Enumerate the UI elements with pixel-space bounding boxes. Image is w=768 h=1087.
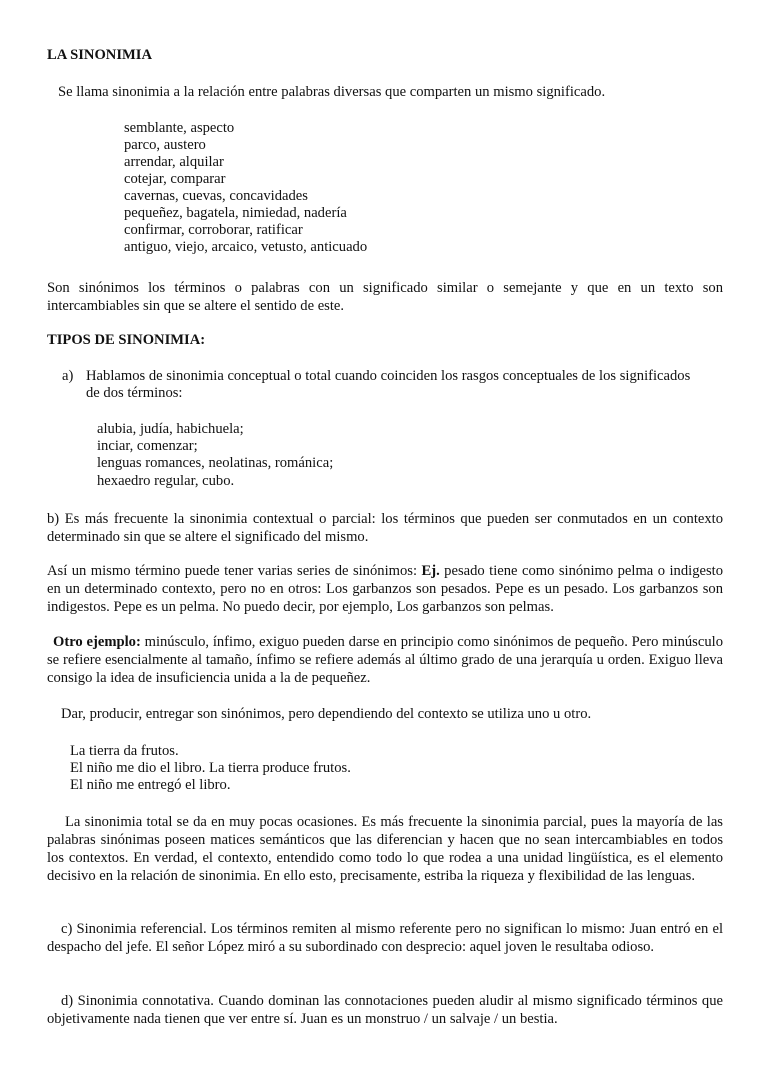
example-sentence: El niño me entregó el libro. [70, 777, 231, 793]
type-a-marker: a) [62, 368, 74, 384]
example-item: arrendar, alquilar [124, 154, 224, 170]
sinonimia-total-paragraph: La sinonimia total se da en muy pocas ocasiones. Es más frecuente la sinonimia parcial, pues la mayoría de las palabras sinónimas poseen matices semánticos que las diferencian y hacen que no sean intercambiables en todos los contextos. En verdad, el contexto, entendido como todo lo que rodea a una unidad lingüística, es el elemento decisivo en la relación de sinonimia. En ello esto, precisamente, estriba la riqueza y flexibilidad de las lenguas. [47, 814, 723, 884]
document-title: LA SINONIMIA [47, 47, 153, 63]
example-item: semblante, aspecto [124, 120, 235, 136]
dar-paragraph: Dar, producir, entregar son sinónimos, pero dependiendo del contexto se utiliza uno u otro. [61, 706, 592, 722]
example-item: parco, austero [124, 137, 206, 153]
otro-ejemplo-label: Otro ejemplo: [53, 634, 141, 650]
otro-ejemplo-text: minúsculo, ínfimo, exiguo pueden darse en principio como sinónimos de pequeño. Pero minúsculo se refiere esencialmente al tamaño, ínfimo se refiere además al último grado de una jerarquía u orden. Exiguo lleva consigo la idea de insuficiencia unida a la de pequeñez. [47, 634, 723, 686]
type-b-paragraph: b) Es más frecuente la sinonimia contextual o parcial: los términos que pueden ser conmutados en un contexto determinado sin que se altere el significado del mismo. [47, 511, 723, 545]
example-item: hexaedro regular, cubo. [97, 473, 235, 489]
otro-ejemplo-paragraph [47, 633, 723, 687]
ej-text-before: Así un mismo término puede tener varias series de sinónimos: [47, 563, 422, 579]
ej-text-after: pesado tiene como sinónimo pelma o indigesto en un determinado contexto, pero no en otros: Los garbanzos son pesados. Pepe es un pesado. Los garbanzos son indigestos. Pepe es un pelma. No puedo decir, por ejemplo, Los garbanzos son pelmas. [47, 563, 723, 615]
example-item: cotejar, comparar [124, 171, 226, 187]
types-heading: TIPOS DE SINONIMIA: [47, 332, 206, 348]
type-c-paragraph: c) Sinonimia referencial. Los términos remiten al mismo referente pero no significan lo mismo: Juan entró en el despacho del jefe. El señor López miró a su subordinado con desprecio: aquel joven le resultaba odioso. [47, 921, 723, 955]
example-ej-paragraph [47, 562, 723, 616]
example-sentence: El niño me dio el libro. La tierra produce frutos. [70, 760, 351, 776]
example-item: alubia, judía, habichuela; [97, 421, 244, 437]
example-item: antiguo, viejo, arcaico, vetusto, anticuado [124, 239, 368, 255]
type-a-text-line-2: de dos términos: [86, 385, 183, 401]
example-item: cavernas, cuevas, concavidades [124, 188, 308, 204]
ej-label: Ej. [421, 563, 440, 579]
example-sentence: La tierra da frutos. [70, 743, 179, 759]
example-item: lenguas romances, neolatinas, románica; [97, 455, 334, 471]
definition-paragraph: Son sinónimos los términos o palabras con un significado similar o semejante y que en un texto son intercambiables sin que se altere el sentido de este. [47, 280, 723, 314]
type-a-text-line-1: Hablamos de sinonimia conceptual o total cuando coinciden los rasgos conceptuales de los significados [86, 368, 691, 384]
example-item: confirmar, corroborar, ratificar [124, 222, 303, 238]
type-d-paragraph: d) Sinonimia connotativa. Cuando dominan las connotaciones pueden aludir al mismo significado términos que objetivamente nada tienen que ver entre sí. Juan es un monstruo / un salvaje / un bestia. [47, 993, 723, 1027]
intro-paragraph: Se llama sinonimia a la relación entre palabras diversas que comparten un mismo significado. [58, 84, 606, 100]
example-item: pequeñez, bagatela, nimiedad, nadería [124, 205, 347, 221]
example-item: inciar, comenzar; [97, 438, 198, 454]
